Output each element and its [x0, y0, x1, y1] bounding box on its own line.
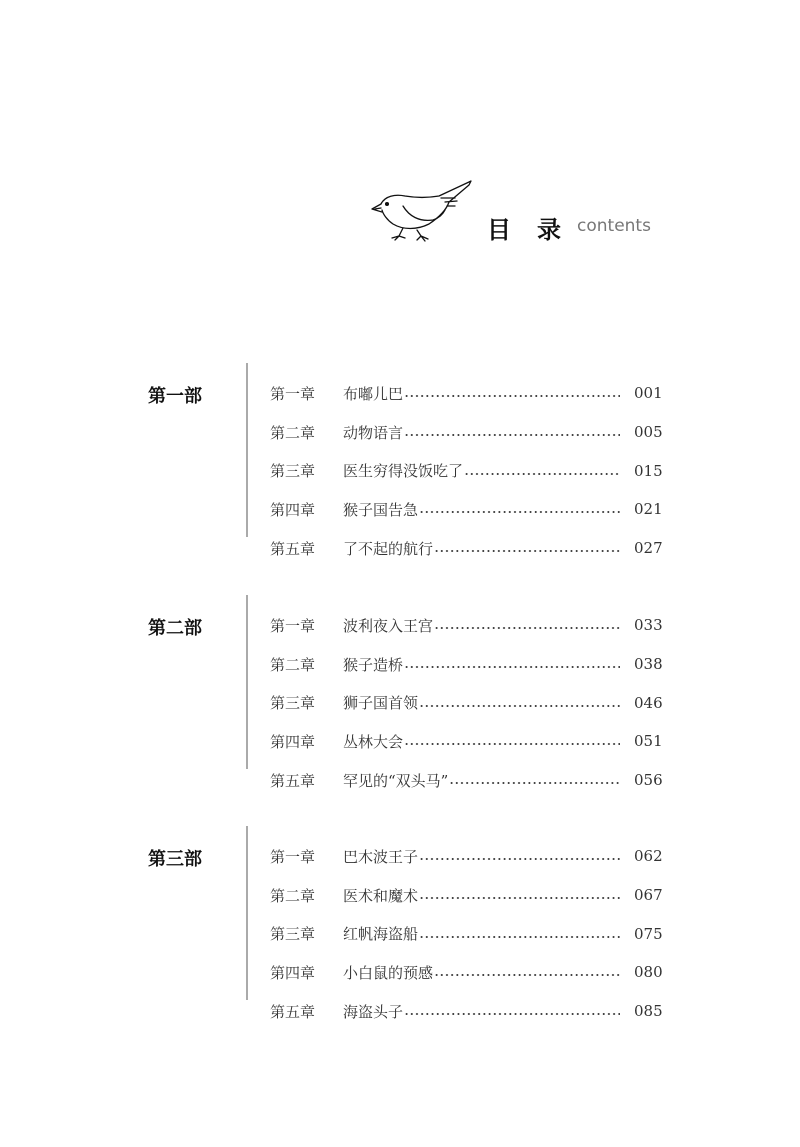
toc-header: [365, 176, 675, 246]
chapter-number: 第三章: [270, 694, 316, 713]
part-divider: [246, 595, 248, 769]
chapter-number: 第四章: [270, 500, 316, 519]
toc-title: 目录: [487, 216, 587, 244]
toc-title-english: contents: [577, 216, 651, 236]
chapter-entry[interactable]: [270, 451, 663, 490]
chapter-list: [270, 374, 663, 567]
dot-leader: [419, 893, 620, 903]
chapter-number: 第二章: [270, 423, 316, 442]
dot-leader: [419, 932, 620, 942]
page-number: 075: [634, 924, 663, 943]
dot-leader: [404, 391, 620, 401]
chapter-entry[interactable]: [270, 683, 663, 722]
page-number: 027: [634, 539, 663, 558]
page-number: 051: [634, 732, 663, 751]
chapter-title: 罕见的“双头马”: [343, 771, 449, 790]
part-label: 第二部: [148, 618, 202, 639]
chapter-entry[interactable]: [270, 837, 663, 876]
chapter-title: 丛林大会: [343, 732, 404, 751]
chapter-entry[interactable]: [270, 722, 663, 761]
chapter-title: 猴子国告急: [343, 500, 419, 519]
dot-leader: [434, 970, 620, 980]
chapter-entry[interactable]: [270, 953, 663, 992]
page-number: 021: [634, 500, 663, 519]
page-number: 038: [634, 655, 663, 674]
chapter-title: 医生穷得没饭吃了: [343, 462, 464, 481]
chapter-number: 第三章: [270, 462, 316, 481]
chapter-number: 第一章: [270, 384, 316, 403]
part-label: 第一部: [148, 386, 202, 407]
page-number: 046: [634, 693, 663, 712]
chapter-list: [270, 837, 663, 1030]
chapter-entry[interactable]: [270, 490, 663, 529]
dot-leader: [419, 701, 620, 711]
chapter-entry[interactable]: [270, 529, 663, 568]
chapter-entry[interactable]: [270, 645, 663, 684]
dot-leader: [404, 430, 620, 440]
dot-leader: [464, 469, 620, 479]
chapter-title: 了不起的航行: [343, 539, 434, 558]
page-number: 085: [634, 1002, 663, 1021]
chapter-entry[interactable]: [270, 876, 663, 915]
dot-leader: [449, 778, 620, 788]
chapter-entry[interactable]: [270, 992, 663, 1031]
page-number: 033: [634, 616, 663, 635]
page-number: 080: [634, 963, 663, 982]
chapter-title: 巴木波王子: [343, 847, 419, 866]
chapter-title: 波利夜入王宫: [343, 616, 434, 635]
page-number: 067: [634, 886, 663, 905]
chapter-number: 第一章: [270, 847, 316, 866]
chapter-title: 红帆海盗船: [343, 925, 419, 944]
chapter-entry[interactable]: [270, 606, 663, 645]
chapter-number: 第五章: [270, 771, 316, 790]
chapter-entry[interactable]: [270, 914, 663, 953]
chapter-number: 第四章: [270, 732, 316, 751]
chapter-number: 第五章: [270, 539, 316, 558]
page-number: 005: [634, 423, 663, 442]
chapter-number: 第四章: [270, 963, 316, 982]
chapter-number: 第二章: [270, 655, 316, 674]
chapter-title: 海盗头子: [343, 1002, 404, 1021]
dot-leader: [434, 623, 620, 633]
chapter-title: 小白鼠的预感: [343, 963, 434, 982]
chapter-number: 第三章: [270, 925, 316, 944]
part-label: 第三部: [148, 849, 202, 870]
page-number: 056: [634, 771, 663, 790]
part-divider: [246, 363, 248, 537]
dot-leader: [404, 1009, 620, 1019]
dot-leader: [434, 546, 620, 556]
chapter-number: 第五章: [270, 1002, 316, 1021]
page-number: 015: [634, 461, 663, 480]
dot-leader: [419, 854, 620, 864]
chapter-list: [270, 606, 663, 799]
chapter-number: 第二章: [270, 886, 316, 905]
page-number: 001: [634, 384, 663, 403]
page-number: 062: [634, 847, 663, 866]
chapter-entry[interactable]: [270, 413, 663, 452]
dot-leader: [404, 739, 620, 749]
chapter-number: 第一章: [270, 616, 316, 635]
chapter-entry[interactable]: [270, 761, 663, 800]
chapter-title: 狮子国首领: [343, 694, 419, 713]
chapter-title: 猴子造桥: [343, 655, 404, 674]
chapter-title: 动物语言: [343, 423, 404, 442]
bird-icon: [365, 176, 477, 242]
chapter-title: 医术和魔术: [343, 886, 419, 905]
chapter-title: 布嘟儿巴: [343, 384, 404, 403]
part-divider: [246, 826, 248, 1000]
dot-leader: [404, 662, 620, 672]
dot-leader: [419, 507, 620, 517]
chapter-entry[interactable]: [270, 374, 663, 413]
